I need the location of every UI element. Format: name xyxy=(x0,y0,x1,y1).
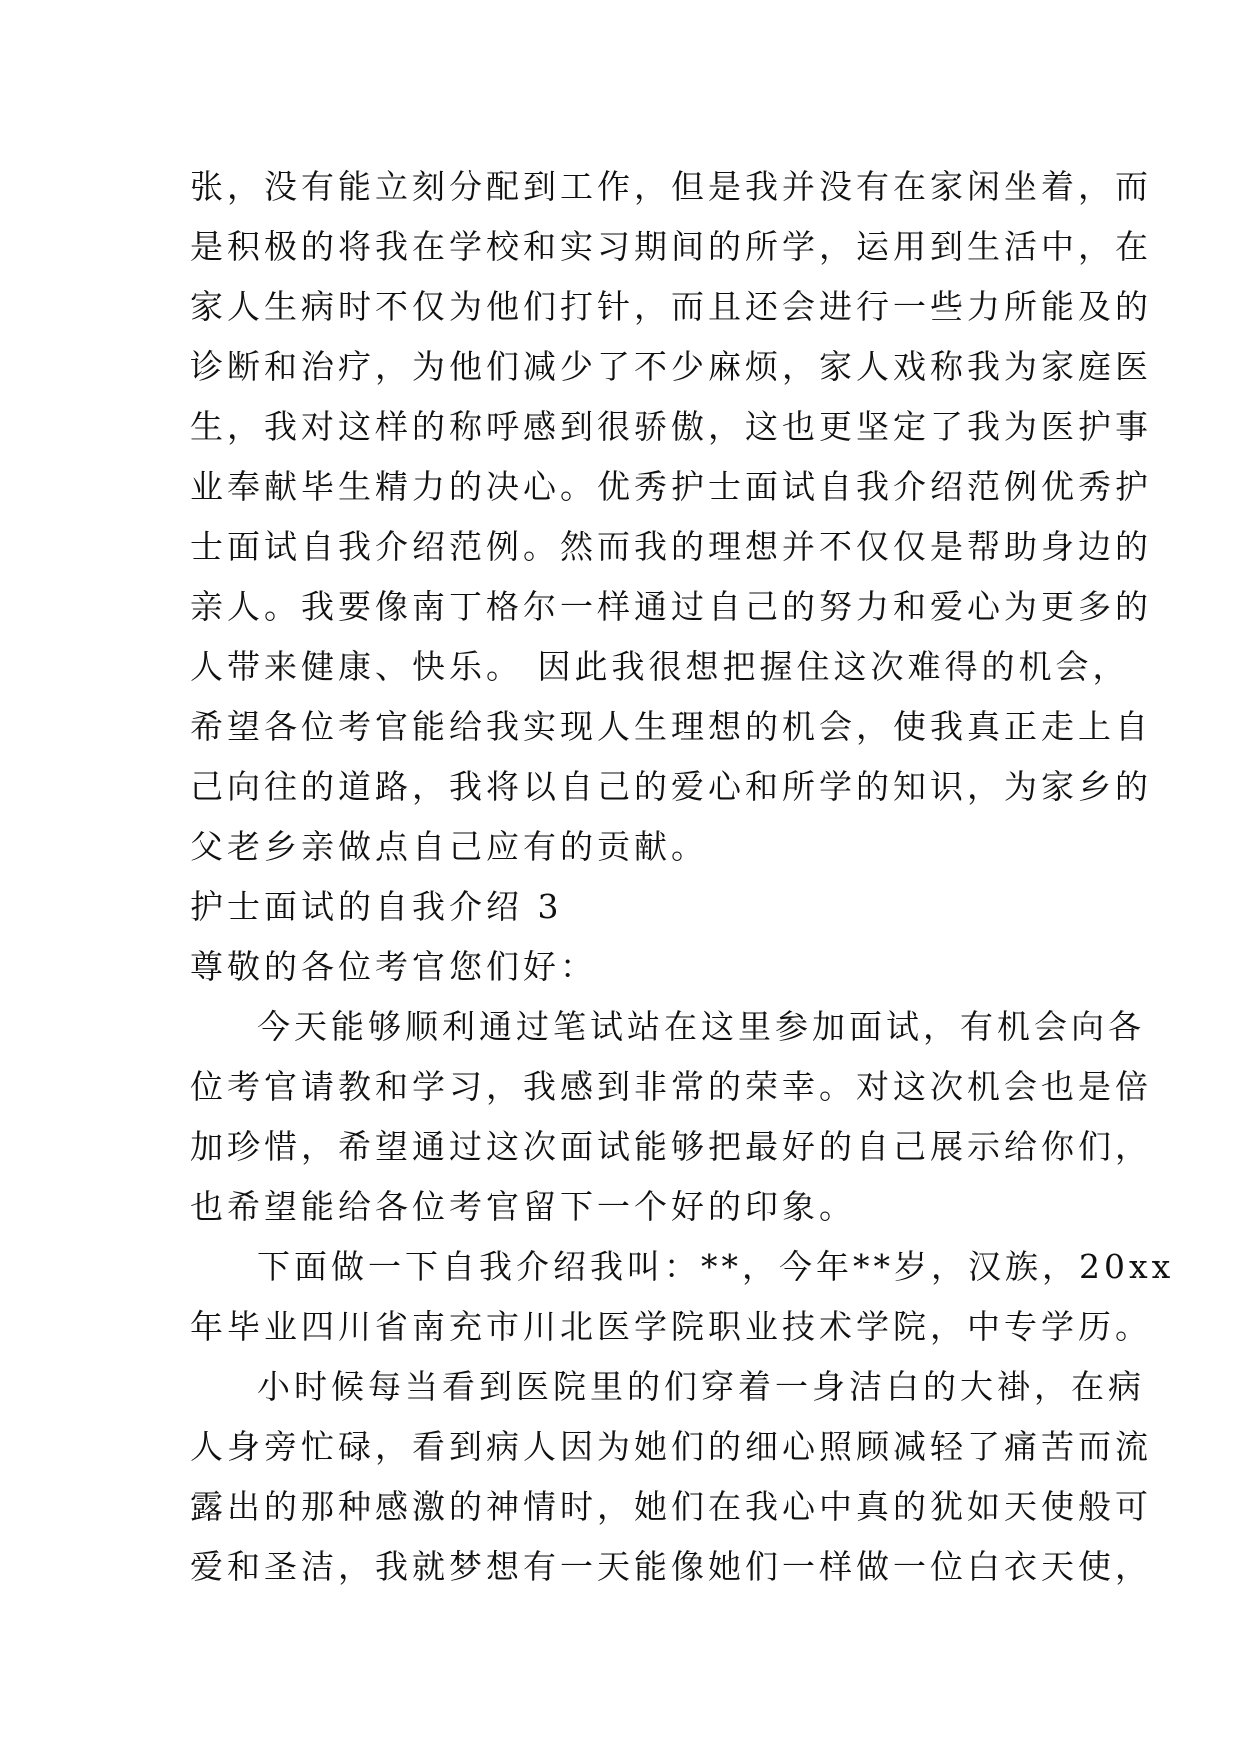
text-line: 人带来健康、快乐。 因此我很想把握住这次难得的机会， xyxy=(190,647,1130,686)
text-line: 己向往的道路，我将以自己的爱心和所学的知识，为家乡的 xyxy=(190,767,1152,806)
text-line: 亲人。我要像南丁格尔一样通过自己的努力和爱心为更多的 xyxy=(190,587,1152,626)
text-line: 加珍惜，希望通过这次面试能够把最好的自己展示给你们， xyxy=(190,1127,1152,1166)
text-line: 是积极的将我在学校和实习期间的所学，运用到生活中，在 xyxy=(190,227,1152,266)
text-line: 诊断和治疗，为他们减少了不少麻烦，家人戏称我为家庭医 xyxy=(190,347,1152,386)
text-line: 位考官请教和学习，我感到非常的荣幸。对这次机会也是倍 xyxy=(190,1067,1152,1106)
text-line: 露出的那种感激的神情时，她们在我心中真的犹如天使般可 xyxy=(190,1487,1152,1526)
text-line: 生，我对这样的称呼感到很骄傲，这也更坚定了我为医护事 xyxy=(190,407,1152,446)
text-line: 士面试自我介绍范例。然而我的理想并不仅仅是帮助身边的 xyxy=(190,527,1152,566)
text-line: 家人生病时不仅为他们打针，而且还会进行一些力所能及的 xyxy=(190,287,1152,326)
text-line: 人身旁忙碌，看到病人因为她们的细心照顾减轻了痛苦而流 xyxy=(190,1427,1152,1466)
text-line: 小时候每当看到医院里的们穿着一身洁白的大褂，在病 xyxy=(257,1367,1145,1406)
text-line: 年毕业四川省南充市川北医学院职业技术学院，中专学历。 xyxy=(190,1307,1152,1346)
section-heading: 护士面试的自我介绍 3 xyxy=(190,887,563,926)
text-line: 下面做一下自我介绍我叫：**，今年**岁，汉族，20xx xyxy=(257,1247,1175,1286)
text-line: 业奉献毕生精力的决心。优秀护士面试自我介绍范例优秀护 xyxy=(190,467,1152,506)
text-line: 也希望能给各位考官留下一个好的印象。 xyxy=(190,1187,856,1226)
text-line: 希望各位考官能给我实现人生理想的机会，使我真正走上自 xyxy=(190,707,1152,746)
text-line: 父老乡亲做点自己应有的贡献。 xyxy=(190,827,708,866)
salutation: 尊敬的各位考官您们好： xyxy=(190,947,597,986)
text-line: 今天能够顺利通过笔试站在这里参加面试，有机会向各 xyxy=(257,1007,1145,1046)
text-line: 爱和圣洁，我就梦想有一天能像她们一样做一位白衣天使， xyxy=(190,1547,1152,1586)
text-line: 张，没有能立刻分配到工作，但是我并没有在家闲坐着，而 xyxy=(190,167,1152,206)
